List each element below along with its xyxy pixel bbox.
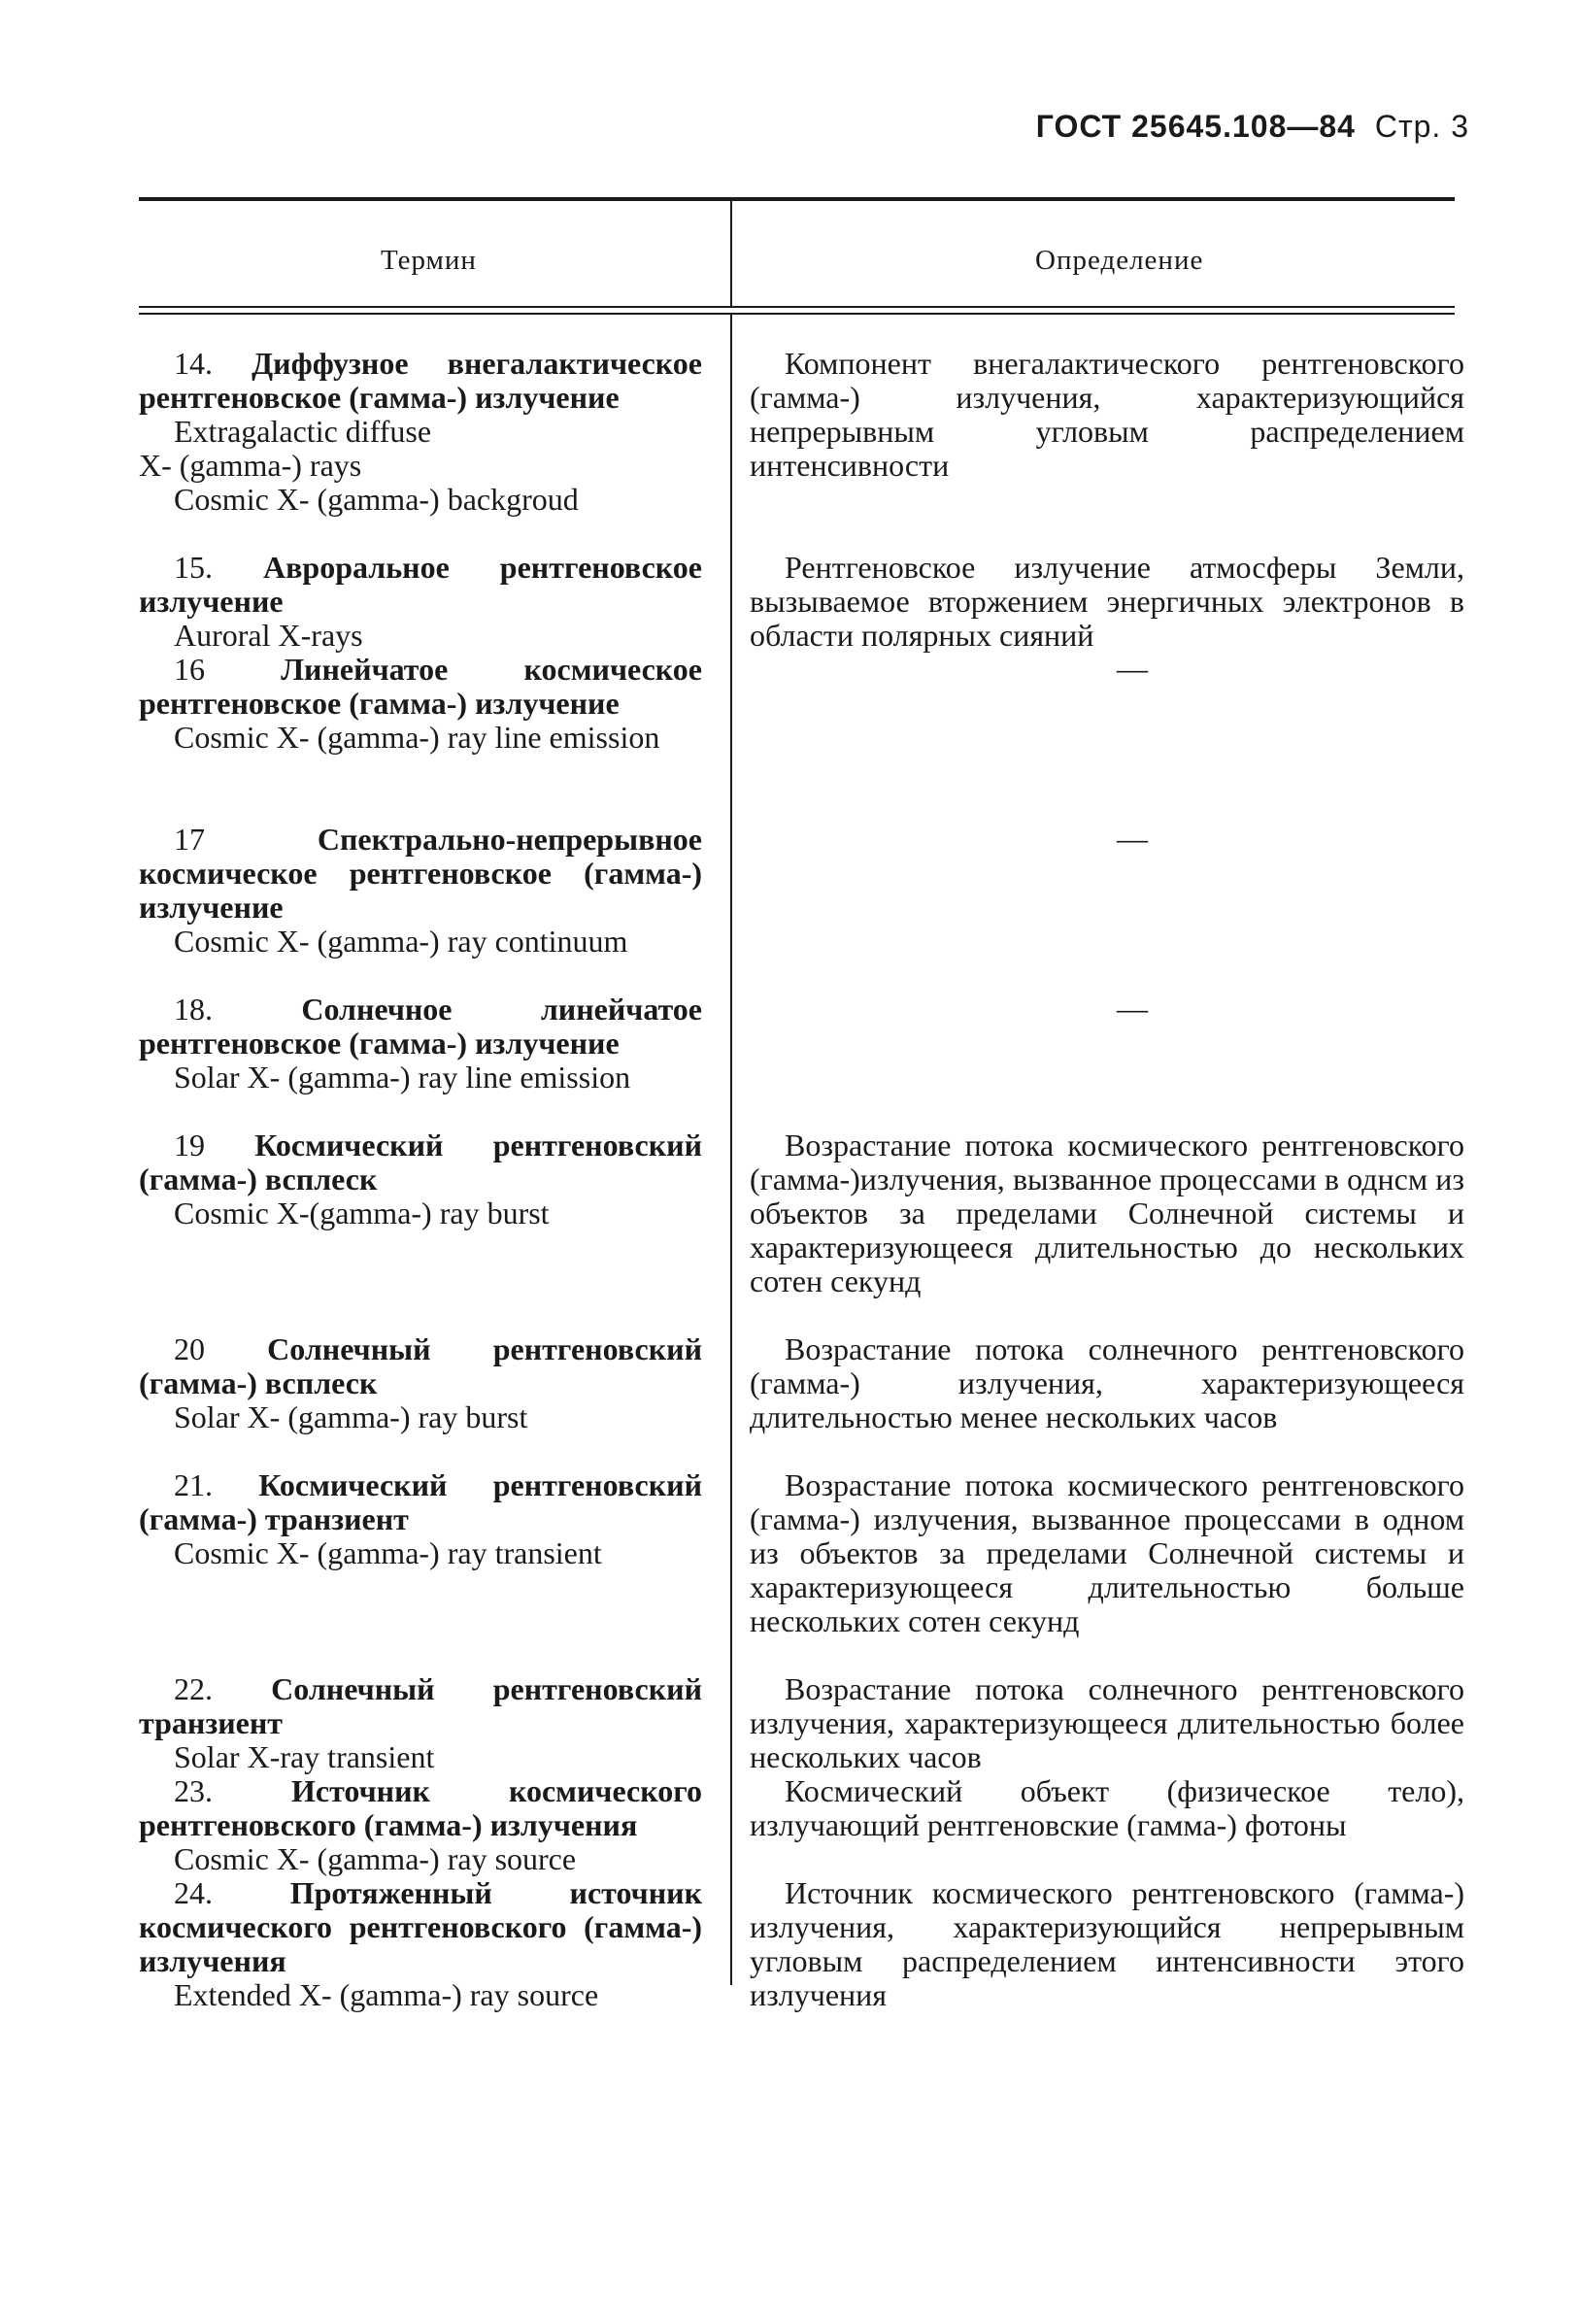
definition-23: Космический объект (физическое тело), излучающий рентгеновские (гамма-) фотоны (750, 1773, 1464, 1842)
term-17: 17 Спектрально-непрерывное космическое рентгеновское (гамма-) излучение Cosmic X- (gamma-) ray continuum (139, 822, 702, 959)
term-ru: Источник космического рентгеновского (гамма-) излучения (139, 1773, 702, 1842)
term-en: Solar X- (gamma-) ray burst (174, 1399, 528, 1434)
header-rule-2 (139, 313, 1455, 315)
term-16: 16 Линейчатое космическое рентгеновское (гамма-) излучение Cosmic X- (gamma-) ray line emission (139, 652, 702, 755)
definition-17-dash: — (1117, 821, 1148, 856)
definition-24: Источник космического рентгеновского (гамма-) излучения, характеризующийся непрерывным угловым распределением интенсивности этого излучения (750, 1875, 1464, 2012)
term-23: 23. Источник космического рентгеновского (гамма-) излучения Cosmic X- (gamma-) ray source (139, 1773, 702, 1876)
term-en: Auroral X-rays (174, 618, 363, 653)
term-ru: Солнечный рентгеновский (гамма-) всплеск (139, 1331, 702, 1400)
term-en: Solar X- (gamma-) ray line emission (174, 1060, 631, 1095)
term-19: 19 Космический рентгеновский (гамма-) всплеск Cosmic X-(gamma-) ray burst (139, 1128, 702, 1230)
term-24: 24. Протяженный источник космического рентгеновского (гамма-) излучения Extended X- (gamma-) ray source (139, 1875, 702, 2012)
term-en: Extended X- (gamma-) ray source (174, 1977, 599, 2012)
term-ru: Диффузное внегалактическое рентгеновское (гамма-) излучение (139, 346, 702, 415)
standard-code: ГОСТ 25645.108—84 (1035, 109, 1356, 144)
term-ru: Космический рентгеновский (гамма-) транзиент (139, 1467, 702, 1536)
term-20: 20 Солнечный рентгеновский (гамма-) всплеск Solar X- (gamma-) ray burst (139, 1331, 702, 1434)
page-number: Стр. 3 (1374, 109, 1469, 144)
term-22: 22. Солнечный рентгеновский транзиент Solar X-ray transient (139, 1671, 702, 1774)
term-15: 15. Авроральное рентгеновское излучение Auroral X-rays (139, 550, 703, 653)
page-header (1036, 109, 1469, 145)
term-ru: Авроральное рентгеновское излучение (139, 550, 703, 619)
term-en: X- (gamma-) rays (139, 448, 362, 483)
definition-22: Возрастание потока солнечного рентгеновского излучения, характеризующееся длительностью более нескольких часов (750, 1671, 1464, 1774)
header-rule-1 (139, 306, 1455, 308)
term-18: 18. Солнечное линейчатое рентгеновское (гамма-) излучение Solar X- (gamma-) ray line emission (139, 992, 703, 1095)
term-ru: Солнечное линейчатое рентгеновское (гамма-) излучение (139, 992, 703, 1061)
column-header-term: Термин (381, 245, 477, 276)
term-en: Cosmic X- (gamma-) ray line emission (174, 720, 660, 755)
definition-19: Возрастание потока космического рентгеновского (гамма-)излучения, вызванное процессами в однсм из объектов за пределами Солнечной системы и характеризующееся длительностью до нескольких сотен секунд (750, 1128, 1464, 1298)
top-rule (139, 197, 1455, 201)
term-en: Cosmic X-(gamma-) ray burst (174, 1196, 550, 1230)
definition-18-dash: — (1117, 991, 1148, 1026)
term-14: 14. Диффузное внегалактическое рентгеновское (гамма-) излучение Extragalactic diffuse X- (gamma-) rays Cosmic X- (gamma-) backgroud (139, 346, 702, 517)
term-ru: Протяженный источник космического рентгеновского (гамма-) излучения (139, 1875, 702, 1978)
term-21: 21. Космический рентгеновский (гамма-) транзиент Cosmic X- (gamma-) ray transient (139, 1467, 702, 1570)
term-ru: Линейчатое космическое рентгеновское (гамма-) излучение (139, 652, 702, 721)
definition-21: Возрастание потока космического рентгеновского (гамма-) излучения, вызванное процессами в одном из объектов за пределами Солнечной системы и характеризующееся длительностью больше нескольких сотен секунд (750, 1467, 1464, 1638)
definition-16-dash: — (1117, 651, 1148, 686)
term-en: Cosmic X- (gamma-) backgroud (174, 482, 579, 517)
term-ru: Космический рентгеновский (гамма-) всплеск (139, 1128, 702, 1196)
term-en: Cosmic X- (gamma-) ray source (174, 1841, 577, 1876)
term-en: Cosmic X- (gamma-) ray continuum (174, 924, 628, 959)
definition-15: Рентгеновское излучение атмосферы Земли, вызываемое вторжением энергичных электронов в области полярных сияний (750, 550, 1464, 653)
definition-14: Компонент внегалактического рентгеновского (гамма-) излучения, характеризующийся непрерывным угловым распределением интенсивности (750, 346, 1464, 483)
column-divider-body (730, 315, 732, 1985)
term-ru: Солнечный рентгеновский транзиент (139, 1671, 702, 1740)
term-en: Cosmic X- (gamma-) ray transient (174, 1535, 602, 1570)
term-ru: Спектрально-непрерывное космическое рентгеновское (гамма-) излучение (139, 822, 702, 925)
definition-20: Возрастание потока солнечного рентгеновского (гамма-) излучения, характеризующееся длительностью менее нескольких часов (750, 1331, 1464, 1434)
column-header-definition: Определение (1035, 245, 1204, 276)
term-en: Extragalactic diffuse (174, 414, 432, 449)
column-divider-header (730, 201, 732, 306)
term-en: Solar X-ray transient (174, 1739, 435, 1774)
